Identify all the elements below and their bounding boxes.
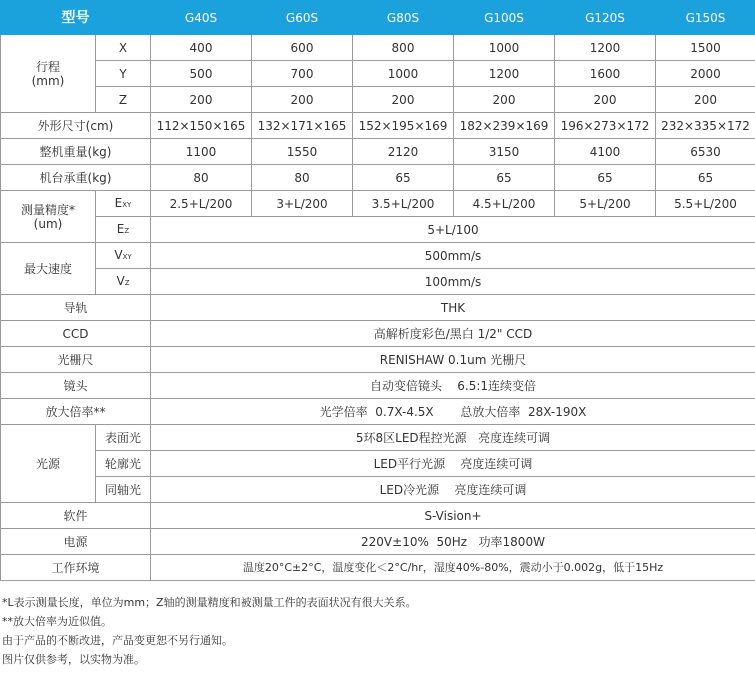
- axis-label: Z: [96, 87, 151, 113]
- axis-label: Y: [96, 61, 151, 87]
- vz-main: V: [116, 273, 125, 288]
- table-row: [1, 61, 755, 87]
- table-row: [1, 269, 755, 295]
- table-cell: THK: [151, 295, 755, 321]
- model-name: G100S: [454, 1, 555, 35]
- model-name: G40S: [151, 1, 252, 35]
- footnote: **放大倍率为近似值。: [2, 615, 112, 628]
- row-label: 放大倍率**: [1, 399, 151, 425]
- table-cell: 自动变倍镜头 6.5:1连续变倍: [151, 373, 755, 399]
- table-cell: 232×335×172: [656, 113, 755, 139]
- table-cell: 4.5+L/200: [454, 191, 555, 217]
- row-label: CCD: [1, 321, 151, 347]
- table-cell: 5.5+L/200: [656, 191, 755, 217]
- table-cell: LED平行光源 亮度连续可调: [151, 451, 755, 477]
- table-row: [1, 139, 755, 165]
- table-cell: RENISHAW 0.1um 光栅尺: [151, 347, 755, 373]
- model-name: G60S: [252, 1, 353, 35]
- table-cell: 65: [353, 165, 454, 191]
- table-row: [1, 243, 755, 269]
- speed-label: 最大速度: [1, 243, 96, 295]
- table-row: [1, 529, 755, 555]
- table-cell: 5+L/100: [151, 217, 755, 243]
- table-cell: 200: [454, 87, 555, 113]
- footnote: *L表示测量长度，单位为mm；Z轴的测量精度和被测量工件的表面状况有很大关系。: [2, 596, 417, 609]
- table-cell: 100mm/s: [151, 269, 755, 295]
- table-row: [1, 217, 755, 243]
- table-cell: 700: [252, 61, 353, 87]
- accuracy-unit: (um): [33, 216, 63, 231]
- table-cell: 光学倍率 0.7X-4.5X 总放大倍率 28X-190X: [151, 399, 755, 425]
- table-cell: 4100: [555, 139, 656, 165]
- vxy-sub: XY: [122, 252, 132, 261]
- table-cell: 80: [151, 165, 252, 191]
- row-label: 光栅尺: [1, 347, 151, 373]
- table-cell: 3150: [454, 139, 555, 165]
- table-cell: 132×171×165: [252, 113, 353, 139]
- table-cell: 200: [353, 87, 454, 113]
- table-cell: 1550: [252, 139, 353, 165]
- vxy-label: [96, 243, 151, 269]
- model-name: G80S: [353, 1, 454, 35]
- row-label: 镜头: [1, 373, 151, 399]
- accuracy-label: 测量精度*: [20, 202, 75, 217]
- light-label: 光源: [1, 425, 96, 503]
- table-row: [1, 451, 755, 477]
- row-label: 外形尺寸(cm): [1, 113, 151, 139]
- table-cell: 800: [353, 35, 454, 61]
- table-row: [1, 87, 755, 113]
- table-row: [1, 321, 755, 347]
- table-cell: 65: [656, 165, 755, 191]
- exy-main: E: [114, 195, 123, 210]
- table-cell: 1100: [151, 139, 252, 165]
- table-cell: 182×239×169: [454, 113, 555, 139]
- row-label: 软件: [1, 503, 151, 529]
- table-cell: 1500: [656, 35, 755, 61]
- table-cell: 500: [151, 61, 252, 87]
- vz-sub: Z: [124, 278, 130, 287]
- table-row: [1, 295, 755, 321]
- table-row: [1, 555, 755, 581]
- table-row: [1, 165, 755, 191]
- footnotes: [0, 593, 755, 669]
- table-cell: 200: [151, 87, 252, 113]
- table-row: [1, 373, 755, 399]
- light-type: 表面光: [96, 425, 151, 451]
- row-label: 工作环境: [1, 555, 151, 581]
- table-cell: 200: [656, 87, 755, 113]
- model-name: G120S: [555, 1, 656, 35]
- vxy-main: V: [114, 247, 123, 262]
- table-cell: 220V±10% 50Hz 功率1800W: [151, 529, 755, 555]
- table-row: [1, 399, 755, 425]
- footnote: 图片仅供参考，以实物为准。: [2, 653, 145, 666]
- table-cell: 196×273×172: [555, 113, 656, 139]
- table-cell: 400: [151, 35, 252, 61]
- table-cell: S-Vision+: [151, 503, 755, 529]
- table-cell: 2000: [656, 61, 755, 87]
- footnote: 由于产品的不断改进，产品变更恕不另行通知。: [2, 634, 233, 647]
- table-row: [1, 347, 755, 373]
- table-cell: 5环8区LED程控光源 亮度连续可调: [151, 425, 755, 451]
- table-cell: LED冷光源 亮度连续可调: [151, 477, 755, 503]
- table-row: [1, 35, 755, 61]
- table-cell: 1200: [454, 61, 555, 87]
- table-cell: 2.5+L/200: [151, 191, 252, 217]
- table-cell: 152×195×169: [353, 113, 454, 139]
- row-label: 导轨: [1, 295, 151, 321]
- table-cell: 2120: [353, 139, 454, 165]
- light-type: 同轴光: [96, 477, 151, 503]
- table-cell: 5+L/200: [555, 191, 656, 217]
- table-cell: 200: [555, 87, 656, 113]
- ez-main: E: [116, 221, 125, 236]
- ez-sub: Z: [124, 226, 130, 235]
- vz-label: [96, 269, 151, 295]
- table-cell: 200: [252, 87, 353, 113]
- table-cell: 6530: [656, 139, 755, 165]
- table-row: [1, 425, 755, 451]
- table-cell: 500mm/s: [151, 243, 755, 269]
- travel-label: 行程: [35, 59, 60, 74]
- table-cell: 1600: [555, 61, 656, 87]
- light-type: 轮廓光: [96, 451, 151, 477]
- table-cell: 温度20°C±2°C，温度变化＜2°C/hr，湿度40%-80%，震动小于0.002g，低于15Hz: [151, 555, 755, 581]
- exy-sub: XY: [122, 200, 132, 209]
- row-label: 整机重量(kg): [1, 139, 151, 165]
- model-name: G150S: [656, 1, 755, 35]
- header-row: [1, 1, 755, 35]
- table-cell: 高解析度彩色/黑白 1/2" CCD: [151, 321, 755, 347]
- table-cell: 3.5+L/200: [353, 191, 454, 217]
- table-cell: 600: [252, 35, 353, 61]
- row-label: 电源: [1, 529, 151, 555]
- ez-label: [96, 217, 151, 243]
- table-cell: 3+L/200: [252, 191, 353, 217]
- row-label: 机台承重(kg): [1, 165, 151, 191]
- table-cell: 80: [252, 165, 353, 191]
- table-cell: 1200: [555, 35, 656, 61]
- travel-label-cell: [1, 35, 96, 113]
- table-row: [1, 191, 755, 217]
- travel-unit: (mm): [31, 73, 65, 88]
- table-cell: 65: [555, 165, 656, 191]
- table-cell: 65: [454, 165, 555, 191]
- exy-label: [96, 191, 151, 217]
- accuracy-label-cell: [1, 191, 96, 243]
- table-cell: 1000: [353, 61, 454, 87]
- table-row: [1, 113, 755, 139]
- model-header: 型号: [1, 1, 151, 35]
- axis-label: X: [96, 35, 151, 61]
- table-cell: 112×150×165: [151, 113, 252, 139]
- table-row: [1, 503, 755, 529]
- table-row: [1, 477, 755, 503]
- table-cell: 1000: [454, 35, 555, 61]
